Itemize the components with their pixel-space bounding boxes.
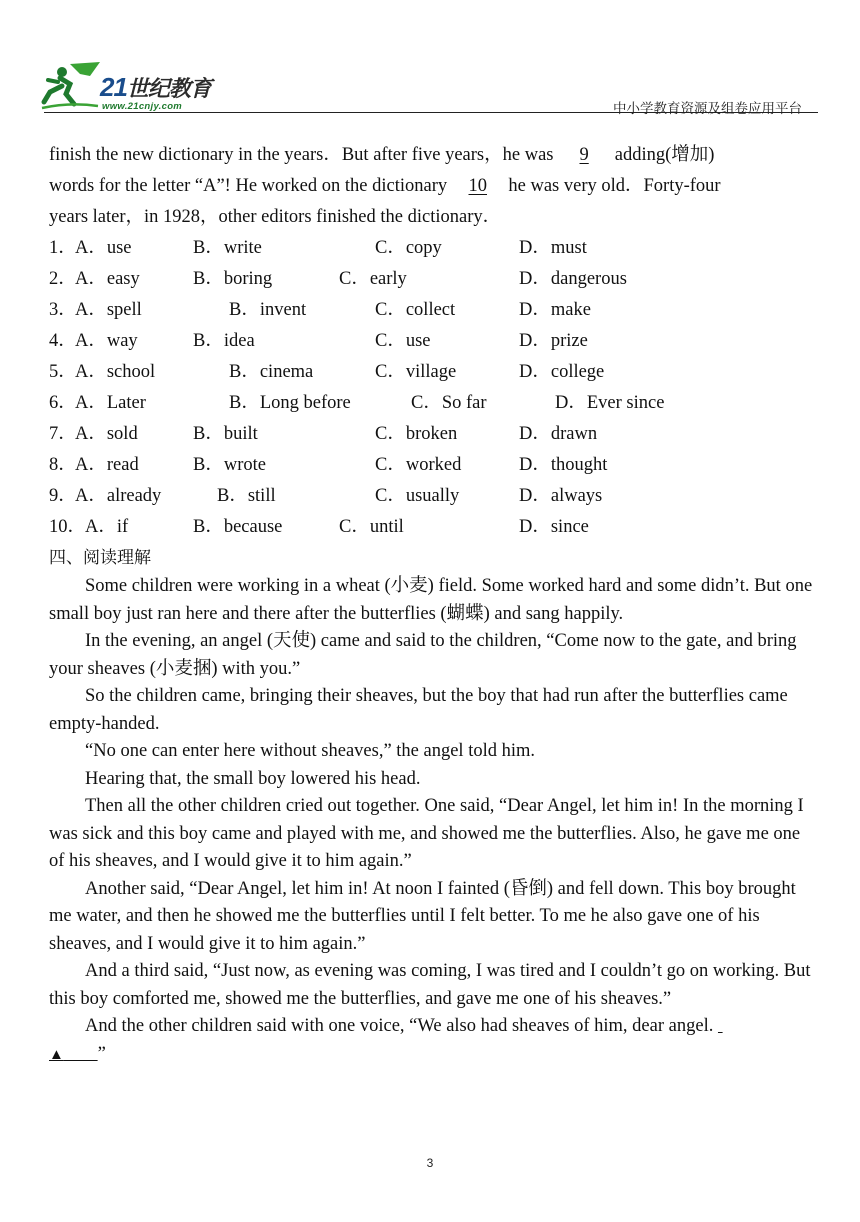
header-divider bbox=[44, 112, 818, 113]
question-number: 7． bbox=[49, 424, 77, 444]
page-content bbox=[49, 140, 819, 1069]
text: ” bbox=[97, 1043, 106, 1064]
option-a: A．school bbox=[75, 362, 156, 382]
option-b: B．idea bbox=[193, 331, 255, 351]
story-paragraph: “No one can enter here without sheaves,” the angel told him. bbox=[85, 741, 536, 761]
question-options-9 bbox=[49, 481, 819, 512]
text: And the other children said with one voice, “We also had sheaves of him, dear angel. bbox=[85, 1016, 718, 1036]
option-b: B．Long before bbox=[229, 393, 351, 413]
logo-url: www.21cnjy.com bbox=[102, 101, 183, 112]
question-number: 1． bbox=[49, 238, 77, 258]
option-c: C．copy bbox=[375, 238, 442, 258]
option-a: A．way bbox=[75, 331, 138, 351]
blank-10: 10 bbox=[468, 176, 487, 196]
passage-line: years later，in 1928，other editors finished the dictionary． bbox=[49, 207, 502, 227]
option-c: C．worked bbox=[375, 455, 462, 475]
option-b: B．write bbox=[193, 238, 262, 258]
option-d: D．drawn bbox=[519, 424, 598, 444]
text: ▲ bbox=[49, 1046, 64, 1063]
story-paragraph: So the children came, bringing their sheaves, but the boy that had run after the butterflies came empty-handed. bbox=[49, 686, 788, 734]
text: adding(增加) bbox=[610, 145, 715, 165]
story-paragraph: Another said, “Dear Angel, let him in! At noon I fainted (昏倒) and fell down. This boy brought me water, and then he showed me the butterflies until I felt better. To me he also gave one of his sheaves, and I would give it to him again.” bbox=[49, 878, 796, 954]
option-c: C．So far bbox=[411, 393, 487, 413]
option-a: A．easy bbox=[75, 269, 140, 289]
logo-title bbox=[100, 72, 211, 103]
option-d: D．always bbox=[519, 486, 603, 506]
question-number: 6． bbox=[49, 393, 77, 413]
question-number: 4． bbox=[49, 331, 77, 351]
question-number: 9． bbox=[49, 486, 77, 506]
option-b: B．boring bbox=[193, 269, 273, 289]
option-list bbox=[49, 233, 819, 543]
option-a: A．Later bbox=[75, 393, 146, 413]
option-b: B．still bbox=[217, 486, 276, 506]
reading-passage bbox=[49, 573, 819, 1013]
question-options-6 bbox=[49, 388, 819, 419]
option-a: A．if bbox=[85, 517, 129, 537]
option-b: B．invent bbox=[229, 300, 307, 320]
option-a: A．spell bbox=[75, 300, 142, 320]
story-paragraph: In the evening, an angel (天使) came and said to the children, “Come now to the gate, and bring your sheaves (小麦捆) with you.” bbox=[49, 631, 797, 679]
logo-number: 21 bbox=[100, 72, 127, 102]
text: words for the letter “A”! He worked on the dictionary bbox=[49, 176, 452, 196]
section-title: 四、阅读理解 bbox=[49, 548, 151, 568]
question-options-8 bbox=[49, 450, 819, 481]
story-paragraph: And a third said, “Just now, as evening was coming, I was tired and I couldn’t go on working. But this boy comforted me, showed me the butterflies, and gave me one of his sheaves.” bbox=[49, 961, 811, 1009]
option-a: A．sold bbox=[75, 424, 138, 444]
option-b: B．cinema bbox=[229, 362, 314, 382]
question-options-2 bbox=[49, 264, 819, 295]
option-d: D．dangerous bbox=[519, 269, 627, 289]
text: he was very old．Forty-four bbox=[503, 176, 721, 196]
option-b: B．built bbox=[193, 424, 258, 444]
option-d: D．must bbox=[519, 238, 587, 258]
platform-name: 中小学教育资源及组卷应用平台 bbox=[613, 101, 802, 117]
option-c: C．village bbox=[375, 362, 457, 382]
option-d: D．since bbox=[519, 517, 589, 537]
blank-9: 9 bbox=[579, 145, 589, 165]
question-number: 3． bbox=[49, 300, 77, 320]
option-a: A．use bbox=[75, 238, 132, 258]
story-paragraph: Hearing that, the small boy lowered his head. bbox=[85, 768, 421, 789]
page-header bbox=[40, 60, 820, 117]
story-paragraph: Some children were working in a wheat (小麦) field. Some worked hard and some didn’t. But one small boy just ran here and there after the butterflies (蝴蝶) and sang happily. bbox=[49, 576, 813, 624]
question-options-3 bbox=[49, 295, 819, 326]
question-options-1 bbox=[49, 233, 819, 264]
option-c: C．usually bbox=[375, 486, 460, 506]
site-logo bbox=[40, 60, 240, 114]
question-number: 2． bbox=[49, 269, 77, 289]
passage-line bbox=[49, 140, 819, 171]
question-number: 5． bbox=[49, 362, 77, 382]
option-d: D．Ever since bbox=[555, 393, 665, 413]
option-c: C．early bbox=[339, 269, 407, 289]
option-d: D．prize bbox=[519, 331, 588, 351]
story-paragraph-last bbox=[49, 1013, 819, 1069]
text: finish the new dictionary in the years．But after five years，he was bbox=[49, 145, 559, 165]
option-b: B．because bbox=[193, 517, 283, 537]
question-options-7 bbox=[49, 419, 819, 450]
question-number: 10． bbox=[49, 517, 87, 537]
question-number: 8． bbox=[49, 455, 77, 475]
option-d: D．make bbox=[519, 300, 591, 320]
option-a: A．already bbox=[75, 486, 162, 506]
option-c: C．use bbox=[375, 331, 431, 351]
option-c: C．collect bbox=[375, 300, 456, 320]
option-c: C．until bbox=[339, 517, 404, 537]
runner-logo-icon bbox=[40, 62, 102, 112]
page-number: 3 bbox=[426, 1156, 434, 1170]
story-paragraph: Then all the other children cried out together. One said, “Dear Angel, let him in! In the morning I was sick and this boy came and played with me, and showed me the butterflies. Also, he gave me one of his sheaves, and I would give it to him again.” bbox=[49, 796, 804, 871]
option-b: B．wrote bbox=[193, 455, 266, 475]
option-c: C．broken bbox=[375, 424, 458, 444]
logo-cn: 世纪教育 bbox=[126, 76, 211, 101]
answer-blank-marker bbox=[49, 1047, 98, 1063]
passage-line bbox=[49, 171, 819, 202]
question-options-10 bbox=[49, 512, 819, 543]
option-a: A．read bbox=[75, 455, 139, 475]
question-options-4 bbox=[49, 326, 819, 357]
question-options-5 bbox=[49, 357, 819, 388]
option-d: D．college bbox=[519, 362, 605, 382]
option-d: D．thought bbox=[519, 455, 608, 475]
